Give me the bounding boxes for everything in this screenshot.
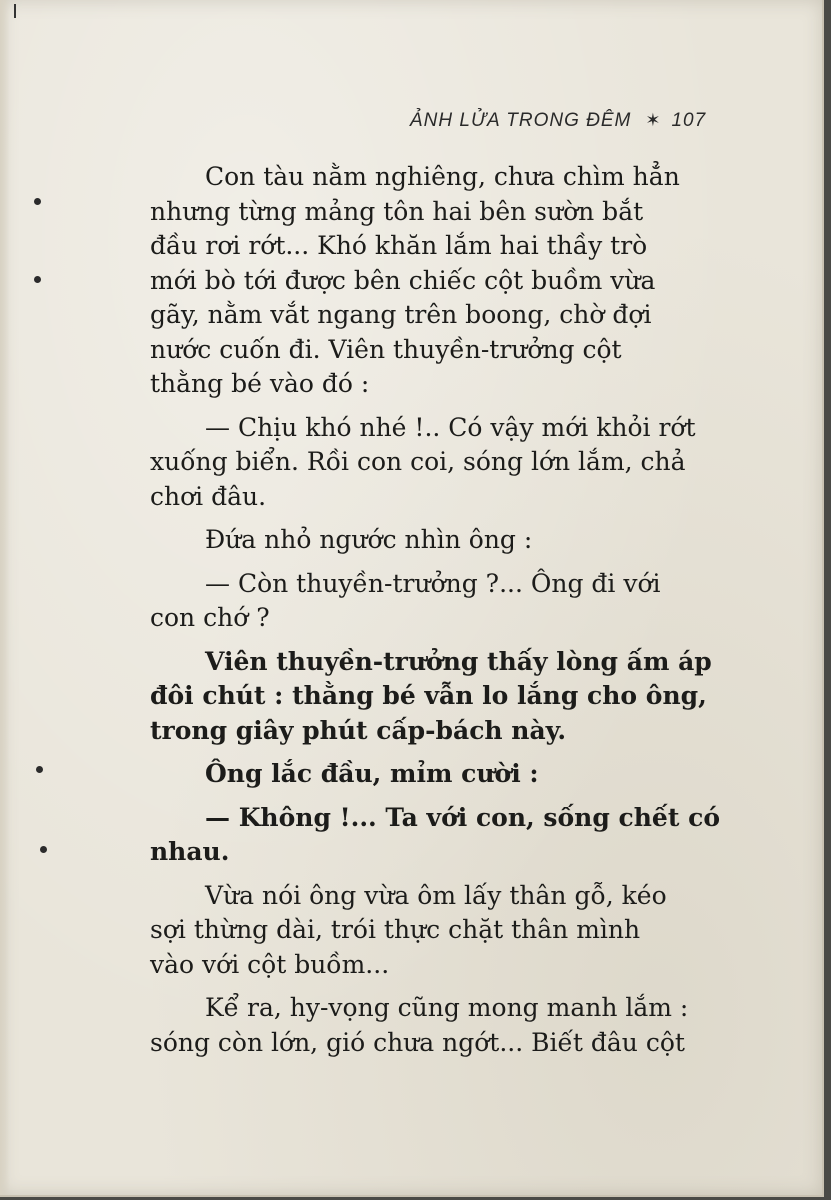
corner-mark [14,4,16,18]
binding-hole [34,276,41,283]
paragraph [150,757,740,792]
text-line: mới bò tới được bên chiếc cột buồm vừa [150,265,656,295]
paragraph [150,160,740,402]
text-line: sóng còn lớn, gió chưa ngớt... Biết đâu cột [150,1027,685,1057]
text-line: Kể ra, hy-vọng cũng mong manh lắm : [205,993,689,1022]
text-line: con chớ ? [150,603,270,632]
page-number: 107 [671,110,707,131]
text-line: nhưng từng mảng tôn hai bên sườn bắt [150,196,644,226]
text-line: xuống biển. Rồi con coi, sóng lớn lắm, chả [150,447,686,476]
paragraph [150,801,740,870]
text-line: Vừa nói ông vừa ôm lấy thân gỗ, kéo [205,880,667,910]
chapter-title: ẢNH LỬA TRONG ĐÊM [410,110,632,131]
text-line: — Không !... Ta với con, sống chết có [205,802,720,832]
text-line: gãy, nằm vắt ngang trên boong, chờ đợi [150,300,652,329]
text-line: Viên thuyền-trưởng thấy lòng ấm áp [205,646,712,676]
paragraph [150,567,740,636]
separator-star-icon: ✶ [645,110,662,130]
binding-hole [40,846,47,853]
text-line: vào với cột buồm... [150,949,390,979]
body-text [150,160,740,1060]
text-line: nước cuốn đi. Viên thuyền-trưởng cột [150,334,622,364]
running-header [410,110,730,132]
text-line: trong giây phút cấp-bách này. [150,715,567,745]
text-line: — Còn thuyền-trưởng ?... Ông đi với [205,568,661,598]
text-line: thằng bé vào đó : [150,369,370,398]
text-line: Đứa nhỏ ngước nhìn ông : [205,525,533,554]
text-line: — Chịu khó nhé !.. Có vậy mới khỏi rớt [205,412,696,442]
binding-hole [36,766,43,773]
paragraph [150,879,740,983]
text-line: đôi chút : thằng bé vẫn lo lắng cho ông, [150,681,707,710]
text-line: sợi thừng dài, trói thực chặt thân mình [150,915,641,944]
paragraph [150,523,740,558]
text-line: đầu rơi rớt... Khó khăn lắm hai thầy trò [150,231,648,260]
text-line: chơi đâu. [150,481,267,511]
paragraph [150,991,740,1060]
paragraph [150,645,740,749]
text-line: nhau. [150,837,230,866]
text-line: Ông lắc đầu, mỉm cười : [205,759,539,788]
binding-hole [34,198,41,205]
page-left-edge [0,0,10,1195]
text-line: Con tàu nằm nghiêng, chưa chìm hẳn [205,162,680,191]
paragraph [150,411,740,515]
